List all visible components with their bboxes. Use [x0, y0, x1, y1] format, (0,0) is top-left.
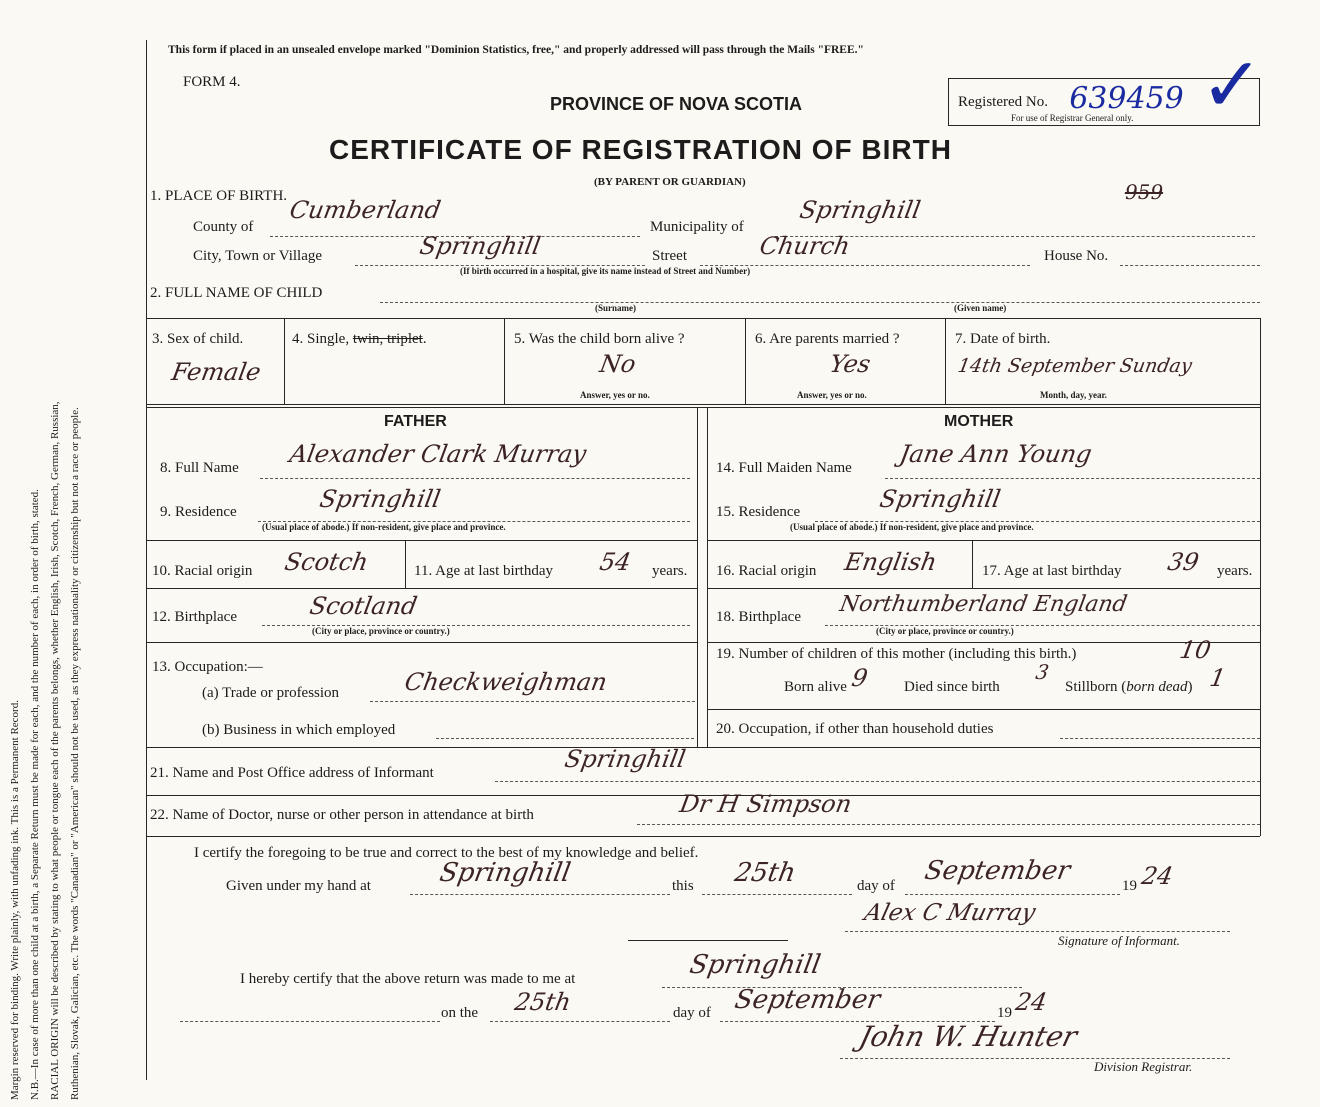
child-name-label: 2. FULL NAME OF CHILD: [150, 285, 323, 301]
certificate-title: CERTIFICATE OF REGISTRATION OF BIRTH: [329, 134, 952, 165]
died-since-birth-label: Died since birth: [904, 679, 1000, 695]
father-birthplace: Scotland: [307, 592, 420, 620]
dob-label: 7. Date of birth.: [955, 331, 1051, 347]
registered-number: 639459: [1065, 81, 1187, 116]
born-alive-count: 9: [849, 664, 870, 692]
registrar-place: Springhill: [687, 950, 823, 980]
mother-birthplace: Northumberland England: [837, 592, 1130, 617]
registrar-year-prefix: 19: [997, 1005, 1012, 1021]
mother-residence: Springhill: [877, 485, 1003, 513]
father-business-label: (b) Business in which employed: [202, 722, 396, 738]
given-place: Springhill: [437, 858, 573, 888]
father-race: Scotch: [282, 548, 371, 576]
doctor-label: 22. Name of Doctor, nurse or other person in attendance at birth: [150, 807, 534, 823]
margin-note-line: N.B.—In case of more than one child at a birth, a Separate Return must be made for each, and the number of each, in order of birth, stated.: [29, 489, 41, 1100]
municipality-value: Springhill: [797, 196, 923, 224]
registrar-year: 24: [1013, 988, 1050, 1016]
children-count-label: 19. Number of children of this mother (including this birth.): [716, 646, 1077, 662]
father-trade-label: (a) Trade or profession: [202, 685, 340, 701]
sex-value: Female: [169, 358, 263, 386]
born-alive-label: 5. Was the child born alive ?: [514, 331, 685, 347]
father-heading: FATHER: [384, 413, 447, 430]
doctor-value: Dr H Simpson: [677, 790, 854, 818]
given-day: 25th: [732, 858, 798, 888]
father-residence-label: 9. Residence: [160, 504, 237, 520]
mother-birthplace-label: 18. Birthplace: [716, 609, 801, 625]
registrar-general-note: For use of Registrar General only.: [1011, 113, 1134, 123]
province-title: PROVINCE OF NOVA SCOTIA: [550, 94, 803, 114]
father-years: years.: [652, 563, 688, 579]
municipality-label: Municipality of: [650, 219, 744, 235]
informant-signature: Alex C Murray: [861, 900, 1039, 926]
city-label: City, Town or Village: [193, 248, 323, 264]
children-count: 10: [1177, 636, 1214, 664]
born-alive-value: No: [597, 350, 638, 378]
margin-note-line: RACIAL ORIGIN will be described by stating to what people or tongue each of the parents belongs, whether English, Irish, Scotch, French, German, Russian,: [49, 401, 61, 1100]
registrar-signature: John W. Hunter: [855, 1020, 1081, 1053]
single-twin-label: 4. Single, twin, triplet.: [292, 331, 427, 347]
father-name: Alexander Clark Murray: [287, 440, 589, 468]
given-month: September: [922, 856, 1073, 886]
father-residence: Springhill: [317, 485, 443, 513]
born-alive-count-label: Born alive: [784, 679, 847, 695]
stillborn-label: Stillborn (born dead): [1065, 679, 1193, 695]
street-value: Church: [757, 232, 853, 260]
born-alive-note: Answer, yes or no.: [580, 390, 650, 400]
registrar-statement: I hereby certify that the above return was made to me at: [240, 971, 576, 987]
this-label: this: [672, 878, 694, 894]
mother-years: years.: [1217, 563, 1253, 579]
father-name-label: 8. Full Name: [160, 460, 239, 476]
given-year: 24: [1139, 862, 1176, 890]
form-number: FORM 4.: [183, 74, 241, 90]
mother-age-label: 17. Age at last birthday: [982, 563, 1122, 579]
certify-statement: I certify the foregoing to be true and correct to the best of my knowledge and belief.: [194, 845, 699, 861]
father-residence-note: (Usual place of abode.) If non-resident, give place and province.: [262, 522, 506, 532]
father-occupation-label: 13. Occupation:—: [152, 659, 263, 675]
parents-married-label: 6. Are parents married ?: [755, 331, 900, 347]
street-label: Street: [652, 248, 687, 264]
given-under-label: Given under my hand at: [226, 878, 371, 894]
mother-age: 39: [1165, 548, 1202, 576]
registrar-month: September: [732, 985, 883, 1015]
mother-birthplace-note: (City or place, province or country.): [876, 626, 1014, 636]
mother-race-label: 16. Racial origin: [716, 563, 817, 579]
house-no-label: House No.: [1044, 248, 1109, 264]
day-of-label: day of: [857, 878, 895, 894]
dob-value: 14th September Sunday: [956, 355, 1194, 377]
hospital-note: (If birth occurred in a hospital, give its name instead of Street and Number): [460, 266, 751, 276]
form-right-border: [1260, 318, 1261, 836]
division-registrar-caption: Division Registrar.: [1094, 1059, 1193, 1074]
year-prefix: 19: [1122, 878, 1137, 894]
father-trade: Checkweighman: [402, 668, 610, 696]
father-birthplace-note: (City or place, province or country.): [312, 626, 450, 636]
mother-name-label: 14. Full Maiden Name: [716, 460, 852, 476]
certificate-subtitle: (BY PARENT OR GUARDIAN): [594, 176, 746, 188]
check-mark-icon: ✓: [1200, 44, 1264, 128]
on-the-label: on the: [441, 1005, 479, 1021]
city-value: Springhill: [417, 232, 543, 260]
informant-value: Springhill: [562, 745, 688, 773]
stillborn-count: 1: [1207, 664, 1228, 692]
margin-note-line: Ruthenian, Slovak, Galician, etc. The words "Canadian" or "American" should not be used, as they express nationality or citizenship but not a race or people.: [69, 407, 81, 1100]
registered-no-label: Registered No.: [958, 94, 1048, 110]
margin-note-line: Margin reserved for binding. Write plainly, with unfading ink. This is a Permanent Record.: [9, 700, 21, 1100]
mother-name: Jane Ann Young: [897, 440, 1095, 468]
registrar-day: 25th: [512, 988, 574, 1016]
mother-heading: MOTHER: [944, 413, 1014, 430]
informant-label: 21. Name and Post Office address of Informant: [150, 765, 434, 781]
informant-signature-caption: Signature of Informant.: [1058, 933, 1180, 948]
sex-label: 3. Sex of child.: [152, 331, 244, 347]
dob-note: Month, day, year.: [1040, 390, 1107, 400]
parents-married-value: Yes: [827, 350, 873, 378]
mother-residence-label: 15. Residence: [716, 504, 801, 520]
parents-married-note: Answer, yes or no.: [797, 390, 867, 400]
mother-occupation-label: 20. Occupation, if other than household duties: [716, 721, 994, 737]
place-of-birth-heading: 1. PLACE OF BIRTH.: [150, 188, 288, 204]
county-value: Cumberland: [287, 196, 443, 224]
postal-note: This form if placed in an unsealed envelope marked "Dominion Statistics, free," and properly addressed will pass through the Mails "FREE.": [168, 44, 864, 56]
father-age: 54: [597, 548, 634, 576]
margin-notes: [5, 60, 85, 1100]
father-birthplace-label: 12. Birthplace: [152, 609, 237, 625]
died-since-birth: 3: [1033, 660, 1051, 684]
binding-margin-line: [146, 40, 147, 1080]
corner-number: 959: [1122, 180, 1166, 204]
surname-note: (Surname): [595, 303, 636, 313]
father-race-label: 10. Racial origin: [152, 563, 253, 579]
given-name-note: (Given name): [954, 303, 1007, 313]
mother-residence-note: (Usual place of abode.) If non-resident, give place and province.: [790, 522, 1034, 532]
mother-race: English: [842, 548, 939, 576]
registrar-day-of-label: day of: [673, 1005, 711, 1021]
father-age-label: 11. Age at last birthday: [414, 563, 553, 579]
county-label: County of: [193, 219, 254, 235]
